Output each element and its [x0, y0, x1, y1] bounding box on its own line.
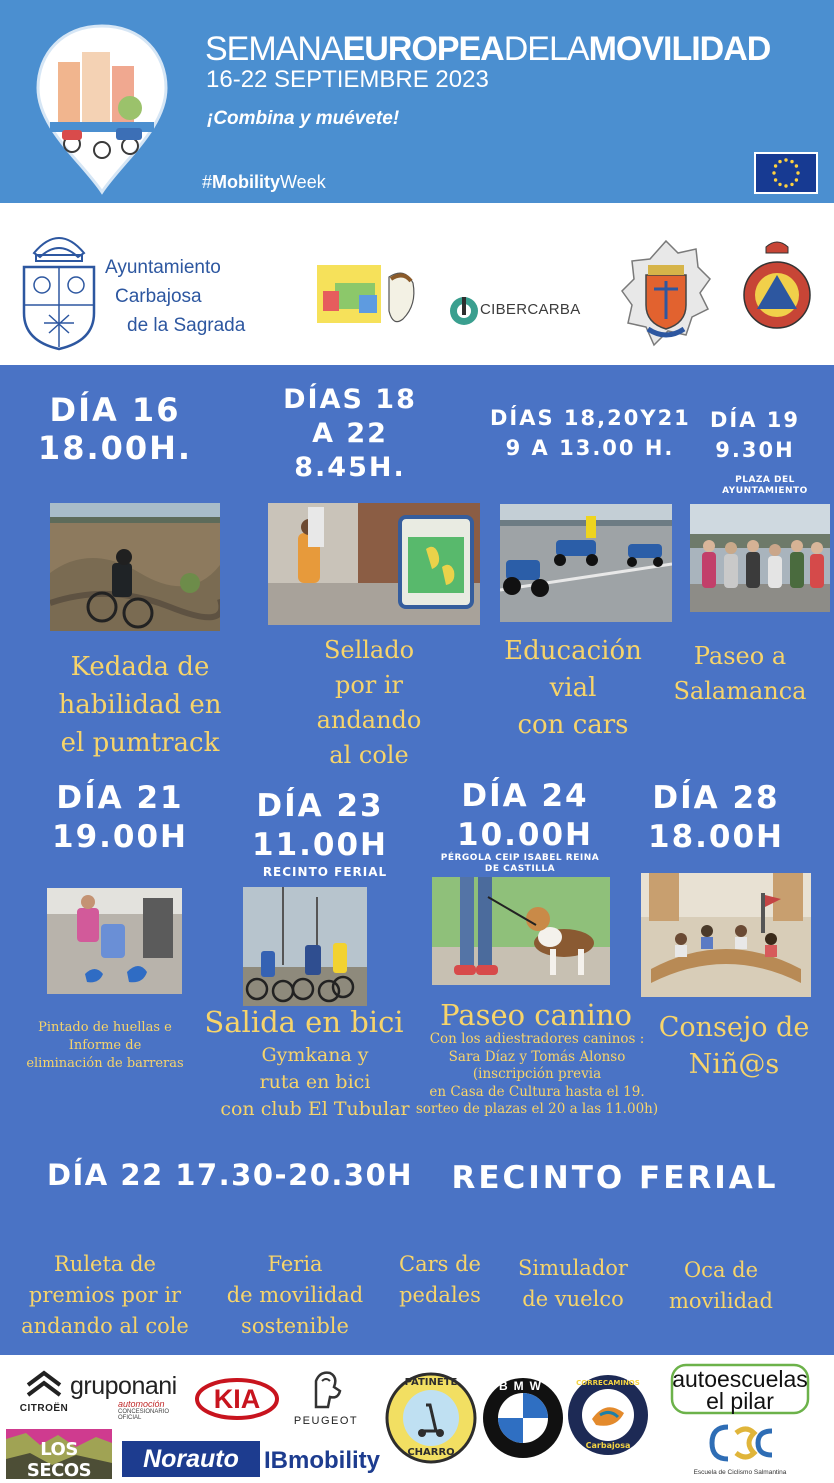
event-7-description: Con los adiestradores caninos : Sara Díaz y Tomás Alonso (inscripción previa en Casa de Cultura hasta el 19. sorteo de plazas el 20 a las 11.00h): [415, 1031, 659, 1117]
event-2-description: Sellado por ir andando al cole: [316, 636, 422, 769]
day-22-activity-pedal-cars: Cars de pedales: [399, 1252, 481, 1307]
event-slogan: ¡Combina y muévete!: [207, 108, 400, 129]
norauto-logo: Norauto: [122, 1441, 260, 1477]
correcaminos-logo: CORRECAMINOS Carbajosa: [566, 1373, 650, 1457]
event-7-location: PÉRGOLA CEIP ISABEL REINA DE CASTILLA: [440, 853, 600, 874]
events-panel: [0, 365, 834, 1355]
header-banner: [0, 0, 834, 203]
eu-flag-icon: [754, 152, 818, 194]
bmw-logo: BMW: [482, 1377, 564, 1459]
peugeot-logo: PEUGEOT: [286, 1367, 366, 1429]
event-6-title: Salida en bici: [204, 1005, 404, 1039]
day-22-activity-mobility-game: Oca de movilidad: [669, 1258, 773, 1313]
cibercarba-logo: CIBERCARBA: [448, 291, 568, 331]
event-title: SEMANAEUROPEADELAMOVILIDAD: [205, 30, 771, 68]
day-22-activity-rollover-simulator: Simulador de vuelco: [518, 1256, 628, 1311]
event-8-heading: DÍA 28 18.00H: [648, 780, 784, 855]
location-pin-illustration: [32, 22, 172, 197]
pedal-cars-photo: [500, 504, 672, 622]
day-22-heading: DÍA 22 17.30-20.30H: [46, 1158, 414, 1192]
patinete-charro-logo: PATINETE CHARRO: [384, 1371, 478, 1465]
los-secos-logo: LOS SECOS: [6, 1429, 112, 1479]
partner-logos: [0, 203, 834, 365]
event-6-description: Gymkana y ruta en bici con club El Tubular: [220, 1044, 410, 1120]
proteccion-civil-badge-icon: [742, 237, 812, 337]
event-6-location: RECINTO FERIAL: [262, 865, 388, 879]
event-4-heading: DÍA 19 9.30H: [709, 408, 801, 462]
event-2-heading: DÍAS 18 A 22 8.45H.: [283, 384, 417, 483]
group-walk-photo: [690, 504, 830, 612]
event-dates: 16-22 SEPTIEMBRE 2023: [206, 66, 489, 93]
event-3-description: Educación vial con cars: [504, 636, 642, 740]
escuela-ciclismo-logo: Escuela de Ciclismo Salmantina: [690, 1419, 790, 1481]
ayuntamiento-name: Ayuntamiento Carbajosa de la Sagrada: [105, 257, 246, 336]
ibmobility-logo: IBmobility: [264, 1447, 381, 1474]
hashtag: #MobilityWeek: [202, 172, 326, 192]
event-3-heading: DÍAS 18,20Y21 9 A 13.00 H.: [490, 406, 691, 460]
event-5-heading: DÍA 21 19.00H: [52, 780, 188, 855]
autoescuelas-el-pilar-logo: autoescuelas el pilar: [672, 1366, 808, 1414]
event-1-description: Kedada de habilidad en el pumtrack: [58, 652, 222, 758]
children-council-photo: [641, 873, 811, 997]
ayuntamiento-shield-icon: [14, 223, 104, 353]
event-7-title: Paseo canino: [440, 998, 632, 1032]
event-4-location: PLAZA DEL AYUNTAMIENTO: [722, 475, 808, 496]
event-8-description: Consejo de Niñ@s: [658, 1012, 810, 1080]
walking-to-school-photo: [268, 503, 480, 625]
bike-outing-photo: [243, 887, 367, 1006]
sponsor-logos: [0, 1355, 834, 1483]
citroen-logo: CITROËN: [14, 1369, 74, 1415]
event-6-heading: DÍA 23 11.00H: [252, 788, 388, 863]
event-1-heading: DÍA 16 18.00H.: [37, 391, 193, 467]
day-22-location: RECINTO FERIAL: [451, 1160, 779, 1196]
event-5-description: Pintado de huellas e Informe de eliminación de barreras: [26, 1020, 184, 1071]
event-7-heading: DÍA 24 10.00H: [457, 778, 593, 853]
event-4-description: Paseo a Salamanca: [673, 642, 807, 705]
kia-logo: KIA: [194, 1377, 280, 1421]
dog-walk-photo: [432, 877, 610, 985]
day-22-activity-roulette: Ruleta de premios por ir andando al cole: [21, 1252, 189, 1338]
gruponani-logo: gruponani automoción CONCESIONARIO OFICIAL: [70, 1372, 177, 1421]
day-22-activity-fair: Feria de movilidad sostenible: [226, 1252, 364, 1338]
ciudad-de-los-ninos-logo: [315, 261, 420, 331]
policia-local-badge-icon: [620, 239, 712, 349]
footprint-painting-photo: [47, 888, 182, 994]
pumptrack-photo: [50, 503, 220, 631]
